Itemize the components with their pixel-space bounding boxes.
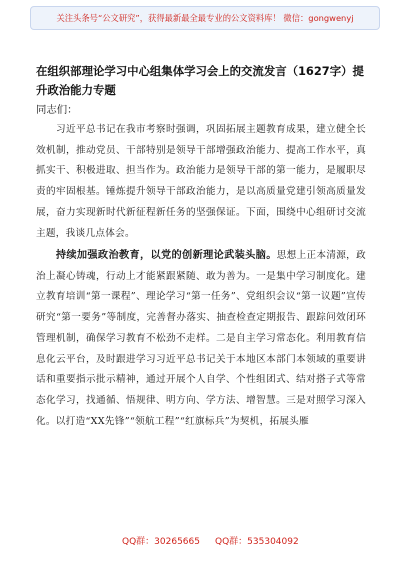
promo-banner: 关注头条号“公文研究”，获得最新最全最专业的公文资料库！ 微信：gongwenyj [30,6,380,30]
paragraph-body-text: 思想上正本清源，政治上凝心铸魂，行动上才能紧跟紧随、敢为善为。一是集中学习制度化。建立教育培训“第一课程”、理论学习“第一任务”、党组织会议“第一议题”宣传研究“第一要务”等制度，完善督办落实、抽查检查定期报告、跟踪问效闭环管理机制，确保学习教育不松劲不走样。二是自主学习常态化。利用教育信息化云平台，及时跟进学习习近平总书记关于本地区本部门本领域的重要讲话和重要指示批示精神，通过开展个人自学、个性组团式、结对搭子式等常态化学习，找通循、悟规律、明方向、学方法、增智慧。三是对照学习深入化。以打造“XX先锋”“领航工程”“红旗标兵”为契机，拓展头雁 [36,250,366,427]
paragraph-lead-heading: 持续加强政治教育，以党的创新理论武装头脑。 [55,250,277,261]
paragraph-intro [36,120,366,244]
paragraph-intro-text: 习近平总书记在我市考察时强调，巩固拓展主题教育成果，建立健全长效机制，推动党员、干部特别是领导干部增强政治能力、提高工作水平，真抓实干、积极进取、担当作为。政治能力是领导干部的第一能力，是履职尽责的牢固根基。锤炼提升领导干部政治能力，是以高质量党建引领高质量发展，奋力实现新时代新征程新任务的坚强保证。下面，围绕中心组研讨交流主题，我谈几点体会。 [36,124,366,239]
qq-group-1: QQ群：30265665 [122,537,200,547]
paragraph-political-education [36,246,366,432]
greeting: 同志们： [36,104,78,116]
qq-group-2: QQ群：535304092 [215,537,299,547]
paragraph-indent [36,250,56,261]
page-footer [0,534,408,550]
document-title: 在组织部理论学习中心组集体学习会上的交流发言（1627字）提升政治能力专题 [36,64,364,97]
paragraph-intro-indent [36,124,56,135]
